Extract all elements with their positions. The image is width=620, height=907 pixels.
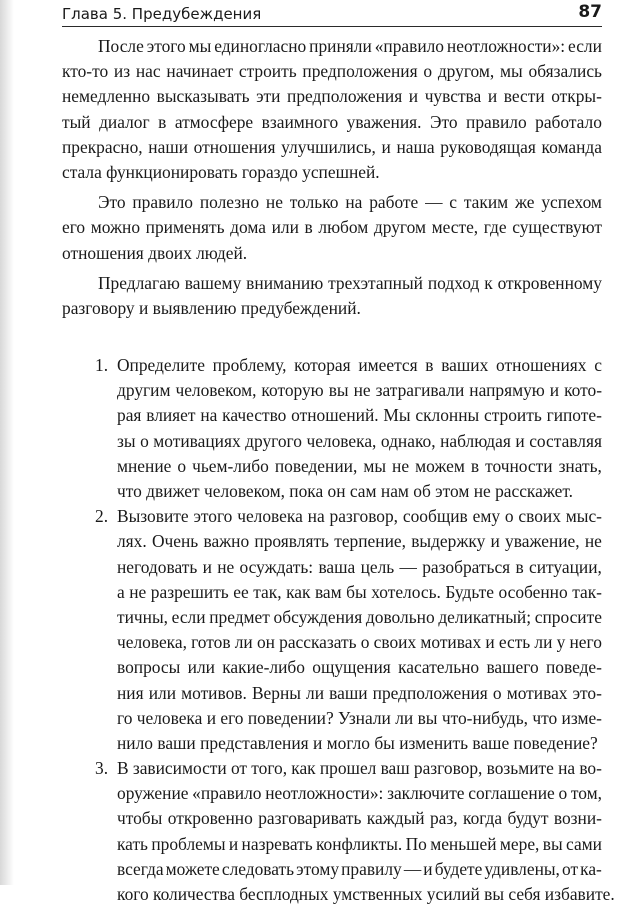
running-header xyxy=(62,2,602,27)
list-item-line: Вызовите этого человека на разговор, сообщив ему о своих мыс- 2. xyxy=(62,504,602,529)
list-item-line: а не разрешить ее так, как вам бы хотелось. Будьте особенно так- xyxy=(117,581,602,602)
list-item xyxy=(62,504,602,756)
paragraph-line: Это правило полезно не только на работе — с таким же успехом xyxy=(98,192,602,213)
page-number: 87 xyxy=(578,2,602,22)
list-item-line: зы о мотивациях другого человека, однако, наблюдая и составляя xyxy=(117,430,602,451)
paragraph-line: прекрасно, наши отношения улучшились, и наша руководящая команда xyxy=(62,136,602,157)
list-item-line: го человека и его поведении? Узнали ли вы что-нибудь, что изме- xyxy=(117,707,602,728)
list-item-line: человека, готов ли он рассказать о своих мотивах и есть ли у него xyxy=(117,632,602,653)
paragraph xyxy=(62,271,602,321)
paragraph-line: немедленно высказывать эти предположения и чувства и вести откры- xyxy=(62,86,602,107)
page-edge-shadow xyxy=(0,0,14,885)
chapter-title: Глава 5. Предубеждения xyxy=(62,5,262,23)
list-item-line: нило ваши представления и могло бы изменить ваше поведение? xyxy=(117,732,598,753)
paragraph xyxy=(62,190,602,266)
list-number: 1. xyxy=(95,355,109,376)
list-item-line: негодовать и не осуждать: ваша цель — разобраться в ситуации, xyxy=(117,556,602,577)
list-item xyxy=(62,756,615,907)
list-item-line: мнение о чьем-либо поведении, мы не можем в точности знать, xyxy=(117,455,602,476)
list-number: 2. xyxy=(95,506,109,527)
paragraph xyxy=(62,34,602,185)
paragraph-line: стала функционировать гораздо успешней. xyxy=(62,161,380,182)
list-item-line: чтобы откровенно разговаривать каждый раз, когда будут возни- xyxy=(117,808,602,829)
paragraph-line: разговору и выявлению предубеждений. xyxy=(62,297,361,318)
list-item-line: тичны, если предмет обсуждения довольно деликатный; спросите xyxy=(117,606,602,627)
list-item-line: ния или мотивов. Верны ли ваши предположения о мотивах это- xyxy=(117,682,602,703)
paragraph-line: кто-то из нас начинает строить предположения о другом, мы обязались xyxy=(62,61,602,82)
list-item-line: лях. Очень важно проявлять терпение, выдержку и уважение, не xyxy=(117,531,602,552)
list-item-line: кого количества бесплодных умственных усилий вы себя избавите. xyxy=(117,884,615,904)
paragraph-line: После этого мы единогласно приняли «правило неотложности»: если xyxy=(98,36,602,56)
paragraph-line: его можно применять дома или в любом другом месте, где существуют xyxy=(62,217,602,238)
list-item-line: всегда можете следовать этому правилу — и будете удивлены, от ка- xyxy=(117,858,602,879)
list-item-line: оружение «правило неотложности»: заключите соглашение о том, xyxy=(117,783,602,804)
paragraph-line: отношения двоих людей. xyxy=(62,242,248,263)
list-item-line: что движет человеком, пока он сам нам об этом не расскажет. xyxy=(117,481,573,501)
list-item-line: вопросы или какие-либо ощущения касательно вашего поведе- xyxy=(117,657,602,678)
paragraph-line: тый диалог в атмосфере взаимного уважения. Это правило работало xyxy=(62,111,602,132)
body-text xyxy=(62,34,615,907)
list-item-line: рая влияет на качество отношений. Мы склонны строить гипоте- xyxy=(117,405,602,426)
list-item xyxy=(62,353,602,504)
list-item-line: кать проблемы и назревать конфликты. По меньшей мере, вы сами xyxy=(117,833,602,854)
list-item-line: Определите проблему, которая имеется в ваших отношениях с 1. xyxy=(62,353,602,378)
paragraph-line: Предлагаю вашему вниманию трехэтапный подход к откровенному xyxy=(98,272,602,293)
list-item-line: В зависимости от того, как прошел ваш разговор, возьмите на во- 3. xyxy=(62,756,602,781)
list-number: 3. xyxy=(95,758,109,779)
list-item-line: другим человеком, которую вы не затрагивали напрямую и кото- xyxy=(117,380,602,401)
